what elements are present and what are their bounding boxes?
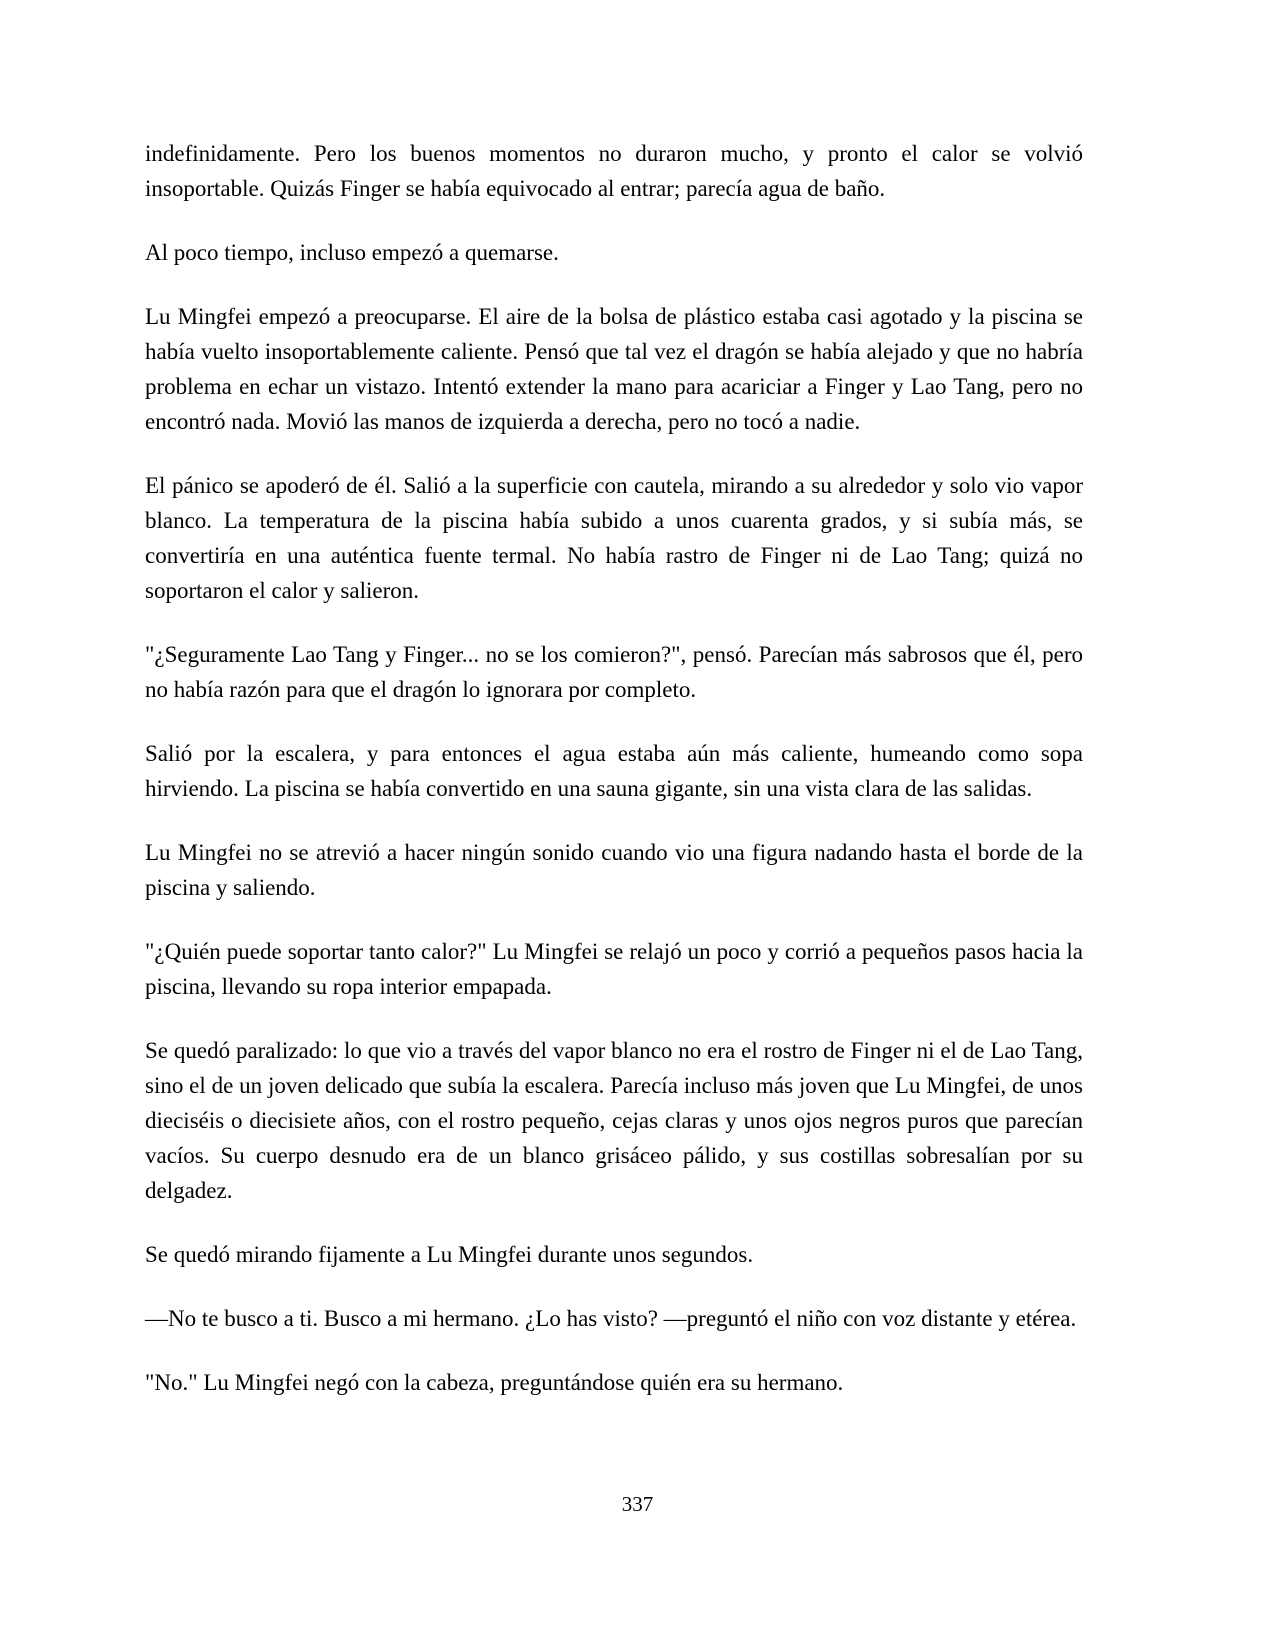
paragraph: "¿Seguramente Lao Tang y Finger... no se los comieron?", pensó. Parecían más sabrosos que él, pero no había razón para que el dragón lo ignorara por completo. <box>145 642 1083 702</box>
paragraph: Se quedó mirando fijamente a Lu Mingfei durante unos segundos. <box>145 1242 754 1267</box>
paragraph: Lu Mingfei no se atrevió a hacer ningún sonido cuando vio una figura nadando hasta el borde de la piscina y saliendo. <box>145 840 1083 900</box>
paragraph: Salió por la escalera, y para entonces el agua estaba aún más caliente, humeando como sopa hirviendo. La piscina se había convertido en una sauna gigante, sin una vista clara de las salidas. <box>145 741 1083 801</box>
page-number: 337 <box>621 1492 654 1516</box>
paragraph: El pánico se apoderó de él. Salió a la superficie con cautela, mirando a su alrededor y solo vio vapor blanco. La temperatura de la piscina había subido a unos cuarenta grados, y si subía más, se convertiría en una auténtica fuente termal. No había rastro de Finger ni de Lao Tang; quizá no soportaron el calor y salieron. <box>145 473 1083 603</box>
paragraph: "No." Lu Mingfei negó con la cabeza, preguntándose quién era su hermano. <box>145 1370 844 1395</box>
paragraph: indefinidamente. Pero los buenos momentos no duraron mucho, y pronto el calor se volvió insoportable. Quizás Finger se había equivocado al entrar; parecía agua de baño. <box>145 141 1083 201</box>
paragraph: Lu Mingfei empezó a preocuparse. El aire de la bolsa de plástico estaba casi agotado y la piscina se había vuelto insoportablemente caliente. Pensó que tal vez el dragón se había alejado y que no habría problema en echar un vistazo. Intentó extender la mano para acariciar a Finger y Lao Tang, pero no encontró nada. Movió las manos de izquierda a derecha, pero no tocó a nadie. <box>145 304 1083 434</box>
paragraph: Al poco tiempo, incluso empezó a quemarse. <box>145 240 559 265</box>
paragraph: —No te busco a ti. Busco a mi hermano. ¿Lo has visto? —preguntó el niño con voz distante y etérea. <box>145 1306 1077 1331</box>
paragraph: "¿Quién puede soportar tanto calor?" Lu Mingfei se relajó un poco y corrió a pequeños pasos hacia la piscina, llevando su ropa interior empapada. <box>145 939 1083 999</box>
paragraph: Se quedó paralizado: lo que vio a través del vapor blanco no era el rostro de Finger ni el de Lao Tang, sino el de un joven delicado que subía la escalera. Parecía incluso más joven que Lu Mingfei, de unos dieciséis o diecisiete años, con el rostro pequeño, cejas claras y unos ojos negros puros que parecían vacíos. Su cuerpo desnudo era de un blanco grisáceo pálido, y sus costillas sobresalían por su delgadez. <box>145 1038 1083 1203</box>
text-content <box>145 136 1083 1429</box>
